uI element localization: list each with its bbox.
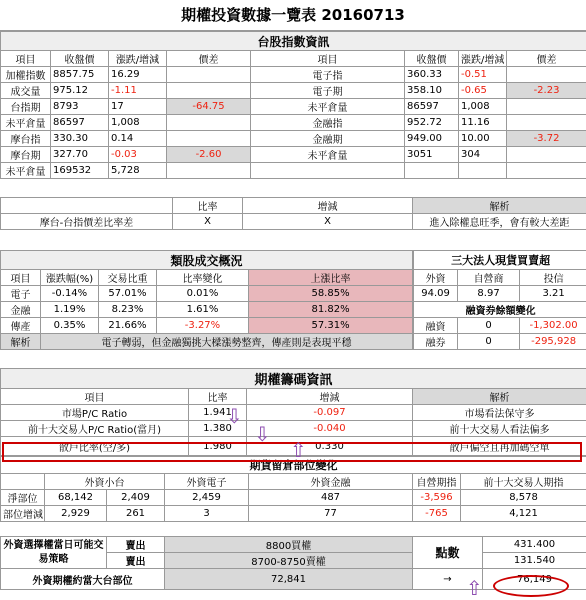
- table-cell: [167, 163, 251, 179]
- table-cell: 81.82%: [249, 302, 413, 318]
- tw-col-header: 項目: [251, 51, 405, 67]
- table-cell: -1.11: [109, 83, 167, 99]
- futures-col-header: 外資金融: [249, 474, 413, 490]
- table-cell: 市場看法保守多: [413, 405, 586, 421]
- table-cell: 台指期: [1, 99, 51, 115]
- table-cell: 電子期: [251, 83, 405, 99]
- table-cell: 市場P/C Ratio: [1, 405, 189, 421]
- institutional-value: 3.21: [520, 286, 586, 302]
- table-cell: 57.01%: [99, 286, 157, 302]
- table-cell: 975.12: [51, 83, 109, 99]
- spread-col-change: 增減: [243, 198, 413, 214]
- table-cell: 330.30: [51, 131, 109, 147]
- table-cell: 成交量: [1, 83, 51, 99]
- sector-col-header: 漲跌幅(%): [41, 270, 99, 286]
- table-cell: 8.23%: [99, 302, 157, 318]
- table-row: [1, 99, 586, 115]
- institutional-value: 8.97: [458, 286, 520, 302]
- table-cell: 8793: [51, 99, 109, 115]
- futures-table: [0, 456, 586, 522]
- table-cell: 1.941: [189, 405, 247, 421]
- table-cell: 摩台期: [1, 147, 51, 163]
- table-cell: 304: [459, 147, 507, 163]
- table-cell: 傳產: [1, 318, 41, 334]
- table-cell: 77: [249, 506, 413, 522]
- table-cell: -0.097: [247, 405, 413, 421]
- options-header: 期權籌碼資訊: [1, 369, 586, 389]
- table-cell: 融資: [414, 318, 458, 334]
- sector-col-header: 上漲比率: [249, 270, 413, 286]
- bottom-label: 外資期權約當大台部位: [1, 569, 165, 590]
- table-cell: 摩台指: [1, 131, 51, 147]
- table-cell: 3051: [405, 147, 459, 163]
- table-cell: 57.31%: [249, 318, 413, 334]
- points-label: 點數: [413, 537, 483, 569]
- table-cell: [405, 163, 459, 179]
- table-cell: 0: [458, 334, 520, 350]
- sector-analysis-label: 解析: [1, 334, 41, 350]
- table-cell: 1.61%: [157, 302, 249, 318]
- table-cell: 952.72: [405, 115, 459, 131]
- table-cell: 1.380: [189, 421, 247, 437]
- table-cell: 散戶比率(空/多): [1, 437, 189, 456]
- spread-table: [0, 197, 586, 230]
- table-cell: -765: [413, 506, 461, 522]
- table-row: [1, 490, 586, 506]
- table-cell: 358.10: [405, 83, 459, 99]
- table-cell: 0.14: [109, 131, 167, 147]
- table-row: [1, 286, 413, 302]
- table-cell: 4,121: [461, 506, 586, 522]
- down-arrow-icon: ⇩: [254, 422, 271, 446]
- futures-col-header: 外資電子: [165, 474, 249, 490]
- table-cell: 261: [107, 506, 165, 522]
- bottom-arrow: →: [413, 569, 483, 590]
- options-col-header: 比率: [189, 389, 247, 405]
- table-cell: 加權指數: [1, 67, 51, 83]
- institutional-value: 94.09: [414, 286, 458, 302]
- spread-analysis: 進入除權息旺季，會有較大差距: [413, 214, 586, 230]
- table-cell: [507, 115, 586, 131]
- table-cell: 327.70: [51, 147, 109, 163]
- table-cell: 10.00: [459, 131, 507, 147]
- tw-col-header: 價差: [507, 51, 586, 67]
- spread-label: 摩台-台指價差比率差: [1, 214, 173, 230]
- table-cell: 1,008: [109, 115, 167, 131]
- result-highlight-oval: [493, 575, 569, 597]
- table-cell: [167, 115, 251, 131]
- institutional-table: [413, 250, 586, 350]
- spread-ratio: X: [173, 214, 243, 230]
- tw-col-header: 項目: [1, 51, 51, 67]
- options-col-header: 項目: [1, 389, 189, 405]
- table-row: [1, 506, 586, 522]
- tw-index-header: 台股指數資訊: [1, 32, 586, 51]
- table-cell: [251, 163, 405, 179]
- futures-col-header: 自營期指: [413, 474, 461, 490]
- table-cell: 0: [458, 318, 520, 334]
- table-cell: -295,928: [520, 334, 586, 350]
- bottom-value: 72,841: [165, 569, 413, 590]
- futures-header: 期貨留倉部位變化: [1, 457, 586, 474]
- margin-header: 融資券餘額變化: [414, 302, 586, 318]
- table-cell: [507, 163, 586, 179]
- table-cell: 電子指: [251, 67, 405, 83]
- table-cell: 部位增減: [1, 506, 45, 522]
- table-row: [1, 421, 586, 437]
- table-cell: [167, 83, 251, 99]
- table-row: [1, 405, 586, 421]
- table-cell: 金融指: [251, 115, 405, 131]
- table-cell: -1,302.00: [520, 318, 586, 334]
- table-cell: 前十大交易人看法偏多: [413, 421, 586, 437]
- table-row: [1, 83, 586, 99]
- table-cell: 未平倉量: [251, 147, 405, 163]
- page-title: 期權投資數據一覽表 20160713: [0, 0, 586, 31]
- table-cell: 169532: [51, 163, 109, 179]
- institutional-col-header: 自營商: [458, 270, 520, 286]
- strategy-target-2: 8700-8750賣權: [165, 553, 413, 569]
- table-cell: [459, 163, 507, 179]
- table-cell: 未平倉量: [1, 163, 51, 179]
- tw-col-header: 價差: [167, 51, 251, 67]
- table-cell: -0.65: [459, 83, 507, 99]
- bottom-result: 76,149: [483, 569, 586, 590]
- up-arrow-icon: ⇧: [290, 438, 307, 462]
- options-col-header: 增減: [247, 389, 413, 405]
- sector-analysis: 電子轉弱，但金融獨挑大樑漲勢整齊，傳產則是表現平穩: [41, 334, 413, 350]
- spread-col-analysis: 解析: [413, 198, 586, 214]
- sector-col-header: 交易比重: [99, 270, 157, 286]
- table-cell: 淨部位: [1, 490, 45, 506]
- tw-col-header: 收盤價: [405, 51, 459, 67]
- table-cell: 5,728: [109, 163, 167, 179]
- tw-index-table: [0, 31, 586, 179]
- table-cell: 前十大交易人P/C Ratio(當月): [1, 421, 189, 437]
- strategy-label: 外資選擇權當日可能交易策略: [1, 537, 107, 569]
- table-cell: [167, 67, 251, 83]
- institutional-col-header: 外資: [414, 270, 458, 286]
- table-cell: 金融: [1, 302, 41, 318]
- table-cell: -2.60: [167, 147, 251, 163]
- sector-col-header: 比率變化: [157, 270, 249, 286]
- table-cell: 68,142: [45, 490, 107, 506]
- table-cell: 0.35%: [41, 318, 99, 334]
- table-cell: 21.66%: [99, 318, 157, 334]
- points-2: 131.540: [483, 553, 586, 569]
- table-row: [1, 318, 413, 334]
- institutional-header: 三大法人現貨買賣超: [414, 251, 586, 270]
- table-cell: [507, 99, 586, 115]
- down-arrow-icon: ⇩: [226, 404, 243, 428]
- table-cell: [167, 131, 251, 147]
- table-row: [1, 115, 586, 131]
- spread-col-ratio: 比率: [173, 198, 243, 214]
- table-cell: 11.16: [459, 115, 507, 131]
- table-cell: -3.27%: [157, 318, 249, 334]
- table-cell: 86597: [51, 115, 109, 131]
- table-cell: -2.23: [507, 83, 586, 99]
- table-cell: -0.040: [247, 421, 413, 437]
- table-cell: 16.29: [109, 67, 167, 83]
- table-cell: -3.72: [507, 131, 586, 147]
- table-cell: 3: [165, 506, 249, 522]
- up-arrow-icon: ⇧: [466, 576, 483, 600]
- table-row: [1, 67, 586, 83]
- table-cell: 融券: [414, 334, 458, 350]
- tw-col-header: 漲跌/增減: [109, 51, 167, 67]
- table-cell: -3,596: [413, 490, 461, 506]
- table-row: [1, 163, 586, 179]
- table-cell: 散戶偏空且再加碼空單: [413, 437, 586, 456]
- table-cell: 1,008: [459, 99, 507, 115]
- table-cell: 未平倉量: [251, 99, 405, 115]
- table-cell: 2,409: [107, 490, 165, 506]
- table-cell: 未平倉量: [1, 115, 51, 131]
- table-cell: 電子: [1, 286, 41, 302]
- table-cell: 86597: [405, 99, 459, 115]
- points-1: 431.400: [483, 537, 586, 553]
- institutional-col-header: 投信: [520, 270, 586, 286]
- table-cell: 0.01%: [157, 286, 249, 302]
- tw-col-header: 收盤價: [51, 51, 109, 67]
- table-cell: [507, 67, 586, 83]
- table-cell: 1.980: [189, 437, 247, 456]
- tw-col-header: 漲跌/增減: [459, 51, 507, 67]
- table-cell: 17: [109, 99, 167, 115]
- options-col-header: 解析: [413, 389, 586, 405]
- strategy-action-2: 賣出: [107, 553, 165, 569]
- futures-col-header: 外資小台: [45, 474, 165, 490]
- table-cell: -0.51: [459, 67, 507, 83]
- sector-header: 類股成交概況: [1, 251, 413, 270]
- table-row: [1, 302, 413, 318]
- spread-change: X: [243, 214, 413, 230]
- table-cell: 8,578: [461, 490, 586, 506]
- strategy-target-1: 8800買權: [165, 537, 413, 553]
- table-cell: 487: [249, 490, 413, 506]
- table-cell: -64.75: [167, 99, 251, 115]
- table-cell: 1.19%: [41, 302, 99, 318]
- table-cell: 58.85%: [249, 286, 413, 302]
- futures-col-header: 前十大交易人期指: [461, 474, 586, 490]
- table-cell: 金融期: [251, 131, 405, 147]
- table-cell: 8857.75: [51, 67, 109, 83]
- table-cell: 2,929: [45, 506, 107, 522]
- table-cell: 949.00: [405, 131, 459, 147]
- strategy-action-1: 賣出: [107, 537, 165, 553]
- table-row: [1, 131, 586, 147]
- table-row: [1, 147, 586, 163]
- table-cell: 2,459: [165, 490, 249, 506]
- table-cell: [507, 147, 586, 163]
- futures-col-header: [1, 474, 45, 490]
- sector-table: [0, 250, 413, 350]
- sector-col-header: 項目: [1, 270, 41, 286]
- table-cell: 360.33: [405, 67, 459, 83]
- table-cell: -0.14%: [41, 286, 99, 302]
- table-cell: 0.330: [247, 437, 413, 456]
- table-cell: -0.03: [109, 147, 167, 163]
